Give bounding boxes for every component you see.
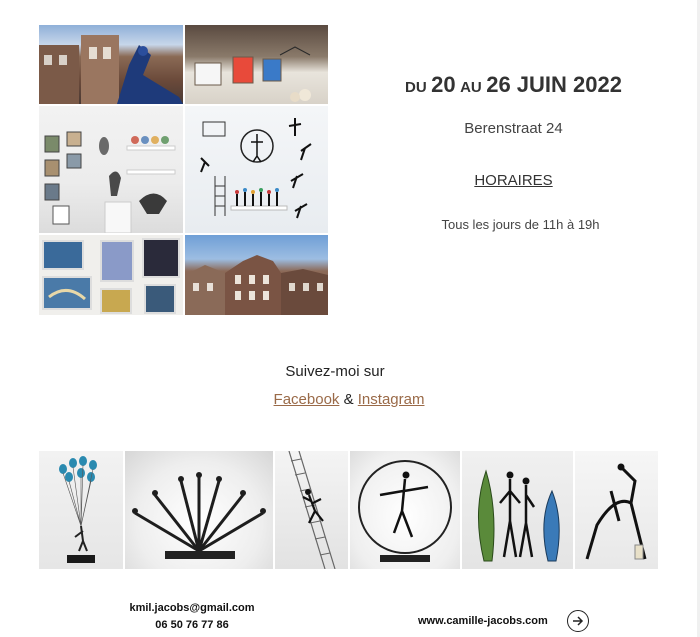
hours-text: Tous les jours de 11h à 19h [441,217,600,232]
instagram-link[interactable]: Instagram [357,391,425,408]
date-prefix: DU [405,79,427,96]
photo-mosaic [39,25,328,315]
photo-amsterdam-street-giraffe [39,25,183,104]
hours-heading [330,172,697,189]
photo-gallery-wall-sculptures [39,106,183,233]
facebook-link[interactable]: Facebook [273,391,340,408]
sculpture-balloon-figure [39,451,123,569]
sculpture-strip [39,451,658,569]
photo-acrobat-sculptures [185,106,328,233]
date-end: 26 JUIN 2022 [486,72,622,97]
photo-amsterdam-canal-houses [185,235,328,315]
sculpture-figure-in-circle [350,451,460,569]
website-link[interactable]: www.camille-jacobs.com [418,615,548,627]
photo-framed-photos [39,235,183,315]
sculpture-fan-of-figures [125,451,273,569]
event-dates [330,72,697,98]
social-links [200,391,498,408]
follow-text: Suivez-moi sur [285,363,385,380]
social-separator: & [343,391,354,408]
hours-heading-text: HORAIRES [474,172,553,189]
sculpture-ladder-climber [275,451,348,569]
photo-gallery-window [185,25,328,104]
date-start: 20 [431,72,456,97]
sculpture-figures-with-surfboards [462,451,573,569]
contact-email[interactable]: kmil.jacobs@gmail.com [129,602,255,614]
event-address: Berenstraat 24 [464,120,563,137]
contact-phone: 06 50 76 77 86 [155,619,229,631]
arrow-right-circle-icon[interactable] [567,610,589,632]
date-mid: AU [460,79,482,96]
sculpture-bending-figure [575,451,658,569]
